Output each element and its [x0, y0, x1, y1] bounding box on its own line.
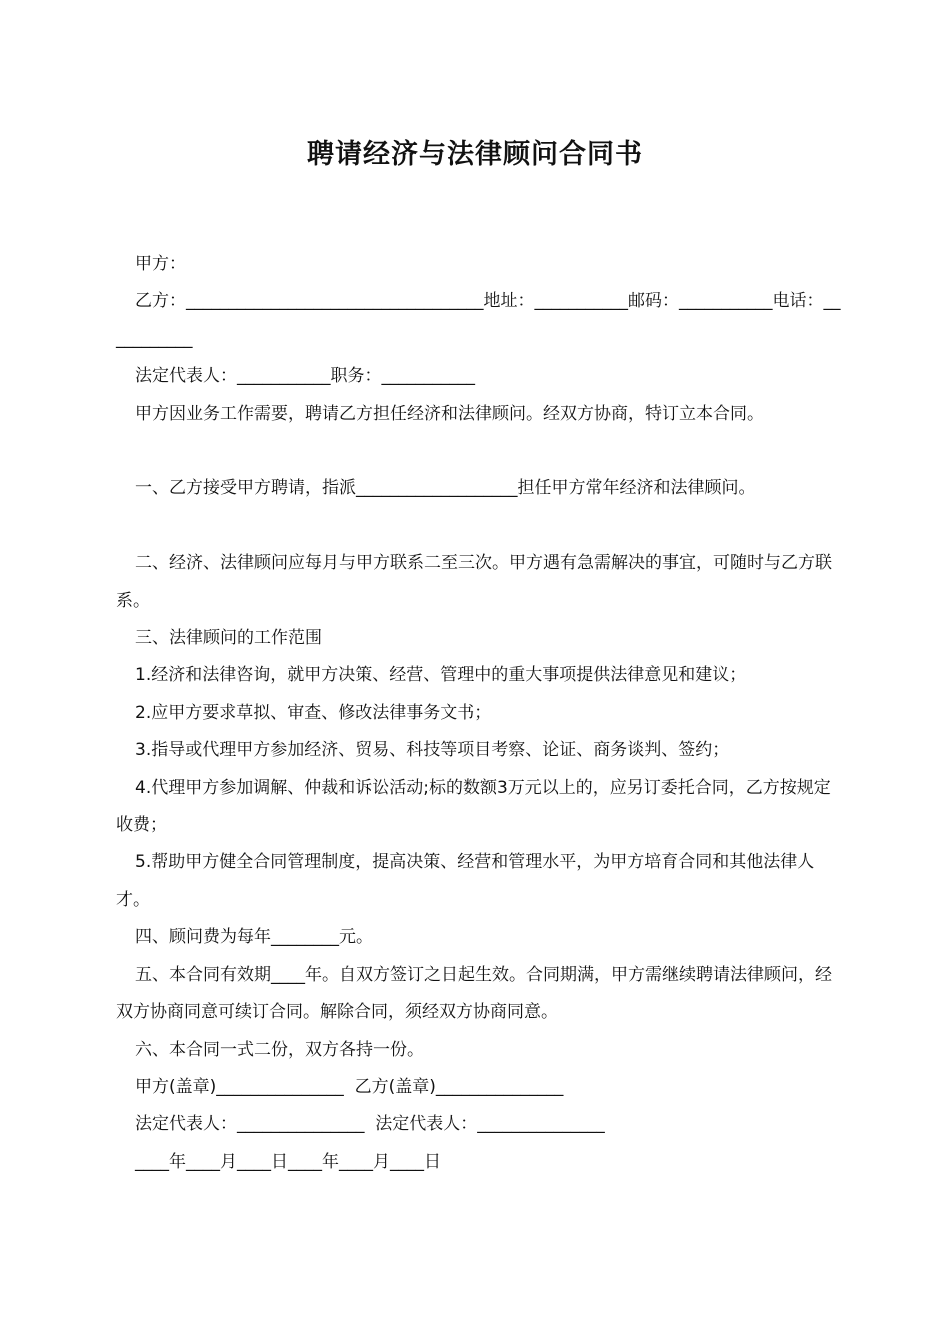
spacer: [116, 433, 846, 470]
representative-line: 法定代表人：___________职务：___________: [135, 366, 475, 387]
document-title: 聘请经济与法律顾问合同书: [307, 139, 643, 170]
clause-3-item-1: 1.经济和法律咨询，就甲方决策、经营、管理中的重大事项提供法律意见和建议；: [135, 665, 747, 686]
clause-4: 四、顾问费为每年________元。: [135, 927, 373, 948]
document-body: [116, 246, 846, 1181]
spacer: [116, 508, 846, 545]
clause-3-item-2: 2.应甲方要求草拟、审查、修改法律事务文书；: [135, 702, 492, 723]
party-a-line: 甲方：: [135, 254, 186, 274]
party-b-line: 乙方：___________________________________地址：___________邮码：___________电话：___________: [116, 291, 841, 349]
clause-3-item-4: 4.代理甲方参加调解、仲裁和诉讼活动;标的数额3万元以上的，应另订委托合同，乙方按规定收费；: [116, 777, 831, 836]
clause-1: 一、乙方接受甲方聘请，指派___________________担任甲方常年经济和法律顾问。: [135, 478, 756, 499]
clause-3-item-3: 3.指导或代理甲方参加经济、贸易、科技等项目考察、论证、商务谈判、签约；: [135, 740, 730, 761]
seal-line: 甲方(盖章)_______________ 乙方(盖章)_______________: [135, 1076, 564, 1097]
clause-3-heading: 三、法律顾问的工作范围: [135, 628, 322, 649]
clause-2: 二、经济、法律顾问应每月与甲方联系二至三次。甲方遇有急需解决的事宜，可随时与乙方联系。: [116, 553, 832, 611]
date-line: ____年____月____日____年____月____日: [135, 1151, 441, 1172]
signature-line: 法定代表人：_______________ 法定代表人：_______________: [135, 1114, 605, 1135]
clause-3-item-5: 5.帮助甲方健全合同管理制度，提高决策、经营和管理水平，为甲方培育合同和其他法律人才。: [116, 852, 815, 910]
preamble-paragraph: 甲方因业务工作需要，聘请乙方担任经济和法律顾问。经双方协商，特订立本合同。: [135, 403, 764, 424]
clause-6: 六、本合同一式二份，双方各持一份。: [135, 1039, 424, 1060]
clause-5: 五、本合同有效期____年。自双方签订之日起生效。合同期满，甲方需继续聘请法律顾问，经双方协商同意可续订合同。解除合同，须经双方协商同意。: [116, 964, 832, 1023]
